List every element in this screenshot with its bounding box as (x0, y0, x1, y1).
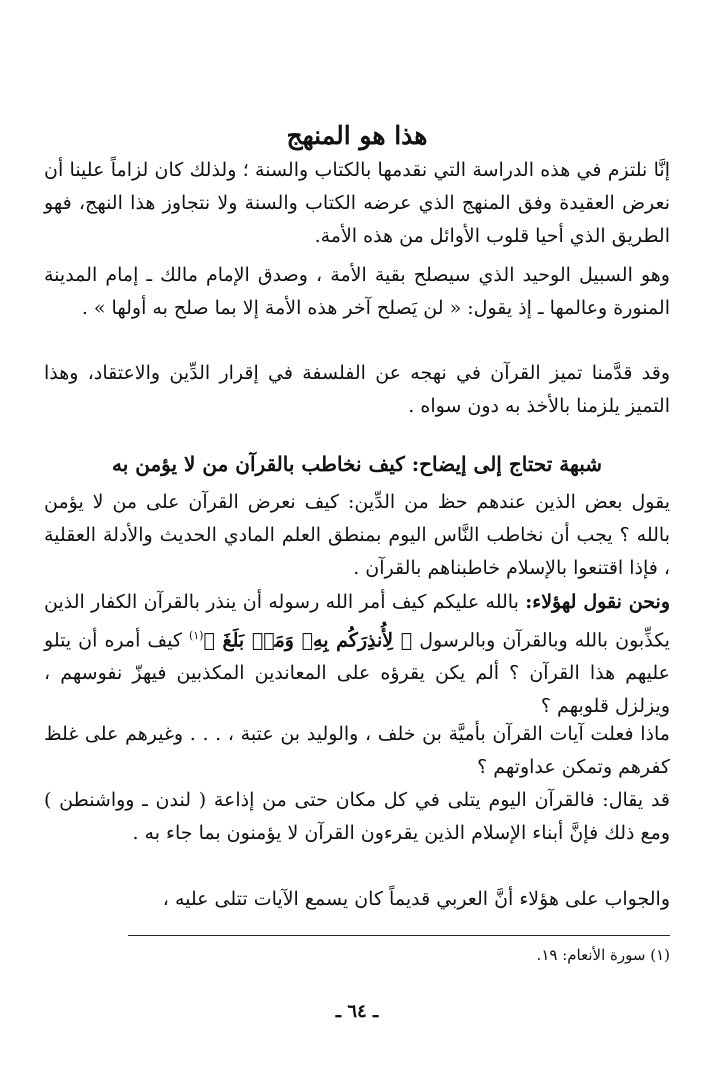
paragraph-1: إنَّا نلتزم في هذه الدراسة التي نقدمها بالكتاب والسنة ؛ ولذلك كان لزاماً علينا أن نعرض العقيدة وفق المنهج الذي عرضه الكتاب والسنة ولا نتجاوز هذا النهج، فهو الطريق الذي أحيا قلوب الأوائل من هذه الأمة. (44, 159, 670, 247)
paragraph-7: قد يقال: فالقرآن اليوم يتلى في كل مكان حتى من إذاعة ( لندن ـ وواشنطن ) ومع ذلك فإنَّ أبناء الإسلام الذين يقرءون القرآن لا يؤمنون بما جاء به . (44, 789, 670, 844)
footnote: (١) سورة الأنعام: ١٩. (536, 946, 670, 964)
page-number: ـ ٦٤ ـ (335, 1001, 379, 1022)
paragraph-3: وقد قدَّمنا تميز القرآن في نهجه عن الفلسفة في إقرار الدِّين والاعتقاد، وهذا التميز يلزمنا بالأخذ به دون سواه . (44, 362, 670, 417)
paragraph-8: والجواب على هؤلاء أنَّ العربي قديماً كان يسمع الآيات تتلى عليه ، (162, 888, 670, 910)
footnote-ref: (١) (188, 629, 204, 642)
section-heading: شبهة تحتاج إلى إيضاح: كيف نخاطب بالقرآن من لا يؤمن به (111, 452, 603, 476)
quran-verse: ﴿ لِأُنذِرَكُم بِهِۦ وَمَنۢ بَلَغَ ﴾ (203, 629, 413, 652)
page-title: هذا هو المنهج (286, 121, 428, 150)
paragraph-6: ماذا فعلت آيات القرآن بأميَّة بن خلف ، والوليد بن عتبة ، . . . وغيرهم على غلظ كفرهم وتمكن عداوتهم ؟ (44, 723, 670, 778)
paragraph-5-rest: كيف أمره أن يتلو عليهم هذا القرآن ؟ ألم يكن يقرؤه على المعاندين المكذبين فيهزّ نفوسهم ، ويزلزل قلوبهم ؟ (44, 629, 670, 718)
paragraph-5-lead: ونحن نقول لهؤلاء: (525, 591, 670, 613)
paragraph-5 (44, 586, 670, 723)
paragraph-5-text: بالله عليكم كيف أمر الله رسوله أن ينذر بالقرآن الكفار الذين يكذِّبون بالله وبالقرآن وبالرسول (44, 591, 670, 652)
paragraph-4: يقول بعض الذين عندهم حظ من الدِّين: كيف نعرض القرآن على من لا يؤمن بالله ؟ يجب أن نخاطب النَّاس اليوم بمنطق العلم المادي الحديث والأدلة العقلية ، فإذا اقتنعوا بالإسلام خاطبناهم بالقرآن . (44, 491, 670, 579)
paragraph-2: وهو السبيل الوحيد الذي سيصلح بقية الأمة ، وصدق الإمام مالك ـ إمام المدينة المنورة وعالمها ـ إذ يقول: « لن يَصلح آخر هذه الأمة إلا بما صلح به أولها » . (44, 264, 670, 319)
footnote-divider (128, 935, 670, 936)
